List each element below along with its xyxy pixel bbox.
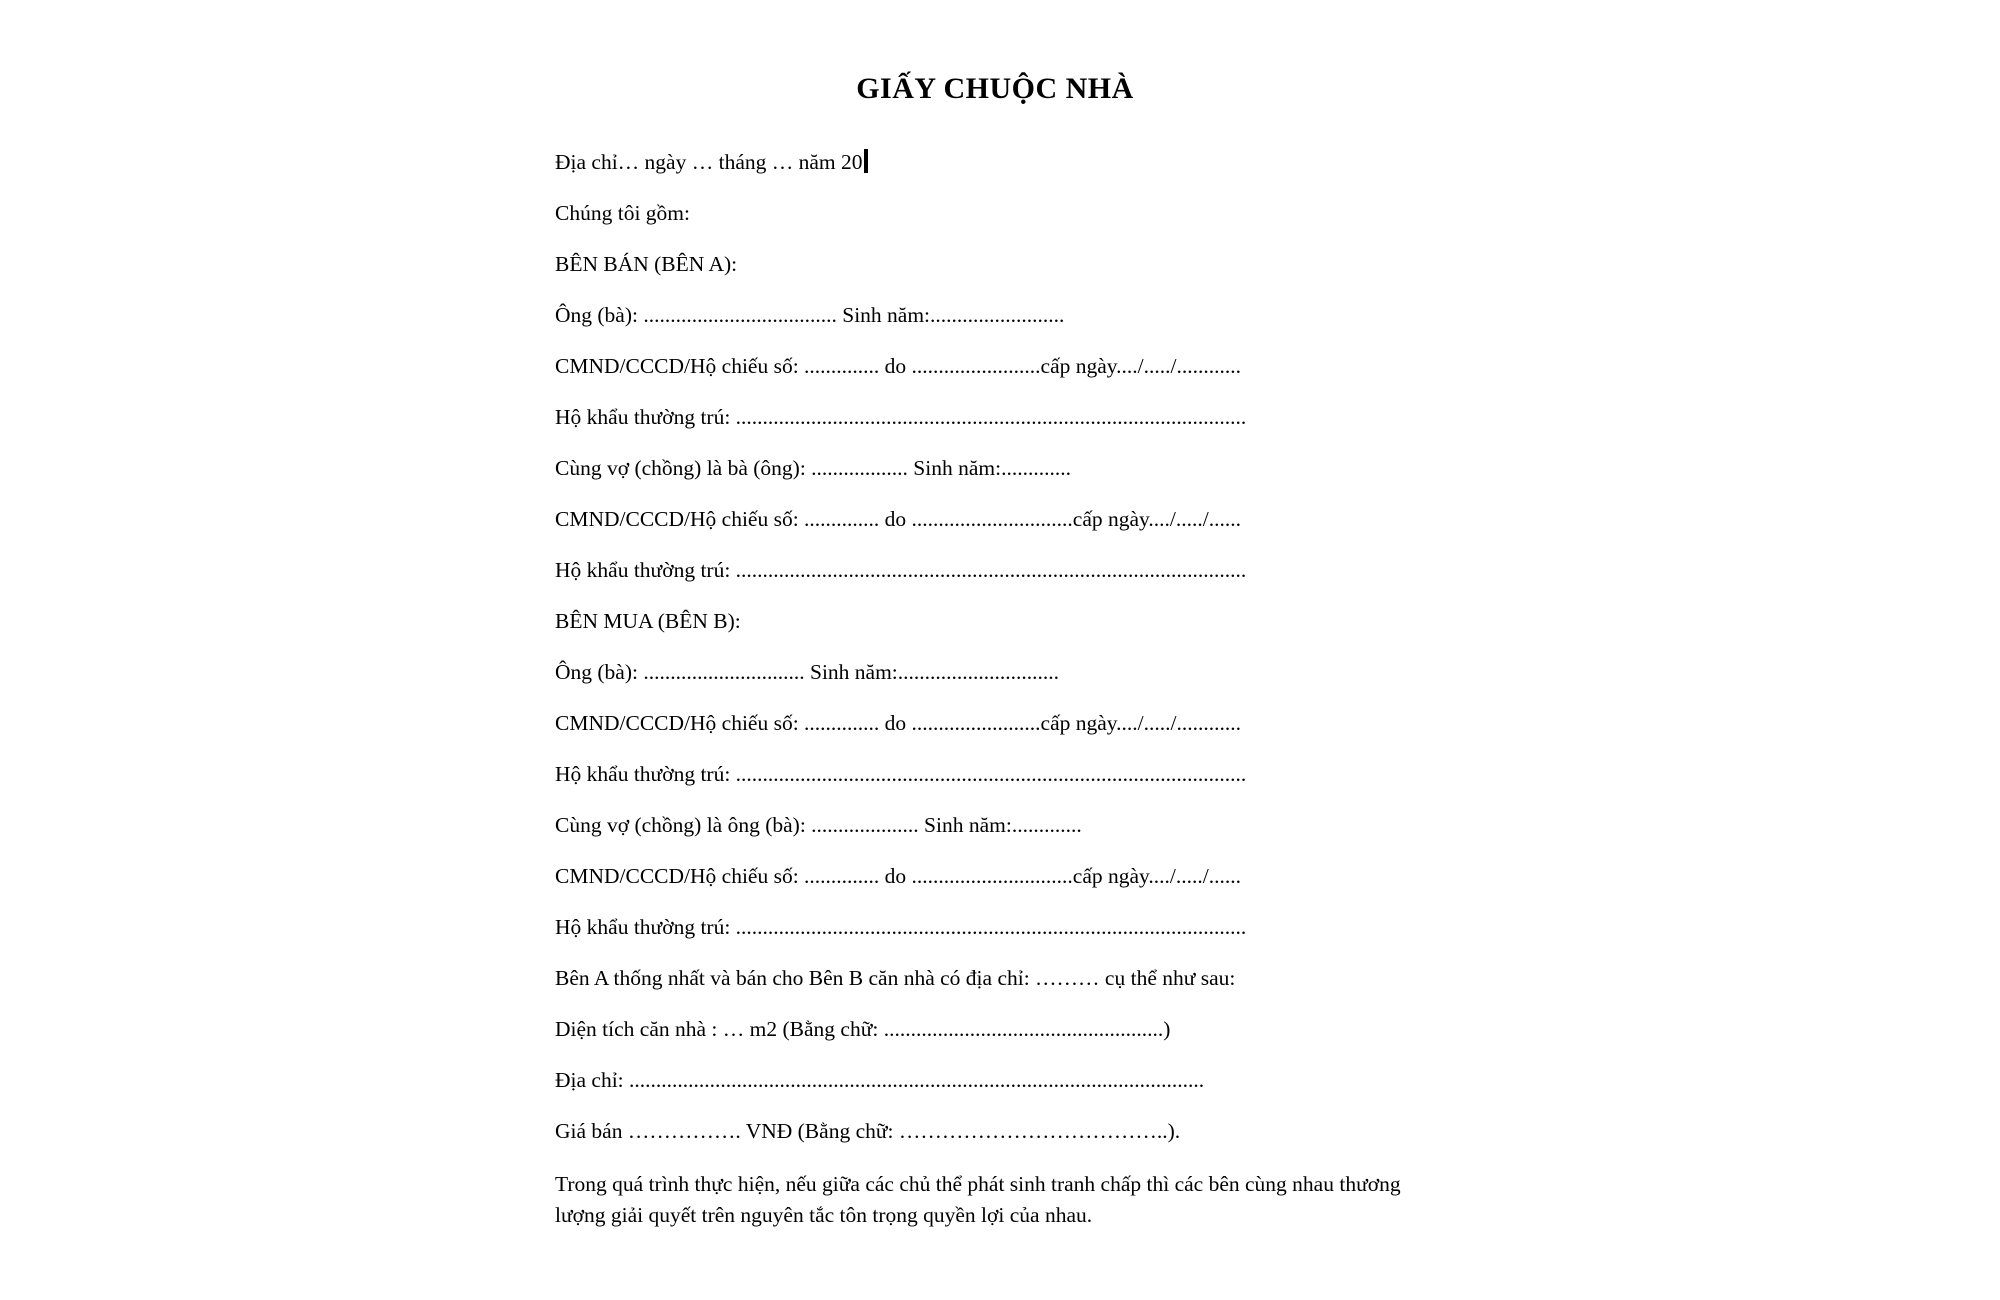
line-parties-intro[interactable]: Chúng tôi gồm: bbox=[555, 201, 690, 225]
line-buyer-permanent-address[interactable]: Hộ khẩu thường trú: ............................................................................................... bbox=[555, 762, 1247, 786]
line-buyer-spouse-permanent-address[interactable]: Hộ khẩu thường trú: ............................................................................................... bbox=[555, 915, 1247, 939]
line-location-date-text: Địa chỉ… ngày … tháng … năm 20 bbox=[555, 150, 863, 174]
line-seller-id-number[interactable]: CMND/CCCD/Hộ chiếu số: .............. do ........................cấp ngày..../...../............ bbox=[555, 354, 1241, 378]
document-body bbox=[555, 149, 1475, 1231]
line-house-address[interactable]: Địa chỉ: ........................................................................................................... bbox=[555, 1068, 1205, 1092]
line-seller-spouse-permanent-address[interactable]: Hộ khẩu thường trú: ............................................................................................... bbox=[555, 558, 1247, 582]
line-house-area[interactable]: Diện tích căn nhà : … m2 (Bằng chữ: ....................................................) bbox=[555, 1017, 1171, 1041]
line-buyer-name-birthyear[interactable]: Ông (bà): .............................. Sinh năm:.............................. bbox=[555, 660, 1060, 684]
line-seller-name-birthyear[interactable]: Ông (bà): .................................... Sinh năm:......................... bbox=[555, 303, 1065, 327]
line-sale-price[interactable]: Giá bán ……………. VNĐ (Bằng chữ: ………………………………..). bbox=[555, 1119, 1181, 1143]
line-seller-spouse-id-number[interactable]: CMND/CCCD/Hộ chiếu số: .............. do ..............................cấp ngày..../...../...... bbox=[555, 507, 1241, 531]
heading-seller-party-a[interactable]: BÊN BÁN (BÊN A): bbox=[555, 252, 738, 276]
line-buyer-id-number[interactable]: CMND/CCCD/Hộ chiếu số: .............. do ........................cấp ngày..../...../............ bbox=[555, 711, 1241, 735]
line-seller-spouse-name-birthyear[interactable]: Cùng vợ (chồng) là bà (ông): .................. Sinh năm:............. bbox=[555, 456, 1071, 480]
line-buyer-spouse-name-birthyear[interactable]: Cùng vợ (chồng) là ông (bà): .................... Sinh năm:............. bbox=[555, 813, 1082, 837]
line-sale-agreement[interactable]: Bên A thống nhất và bán cho Bên B căn nhà có địa chỉ: ……… cụ thể như sau: bbox=[555, 966, 1236, 990]
closing-paragraph-dispute-resolution[interactable]: Trong quá trình thực hiện, nếu giữa các chủ thể phát sinh tranh chấp thì các bên cùng nhau thương lượng giải quyết trên nguyên tắc tôn trọng quyền lợi của nhau. bbox=[555, 1172, 1401, 1227]
line-location-date[interactable] bbox=[555, 149, 1475, 176]
document-title[interactable]: GIẤY CHUỘC NHÀ bbox=[856, 72, 1134, 105]
line-buyer-spouse-id-number[interactable]: CMND/CCCD/Hộ chiếu số: .............. do ..............................cấp ngày..../...../...... bbox=[555, 864, 1241, 888]
heading-buyer-party-b[interactable]: BÊN MUA (BÊN B): bbox=[555, 609, 741, 633]
text-cursor bbox=[864, 149, 868, 173]
line-seller-permanent-address[interactable]: Hộ khẩu thường trú: ............................................................................................... bbox=[555, 405, 1247, 429]
